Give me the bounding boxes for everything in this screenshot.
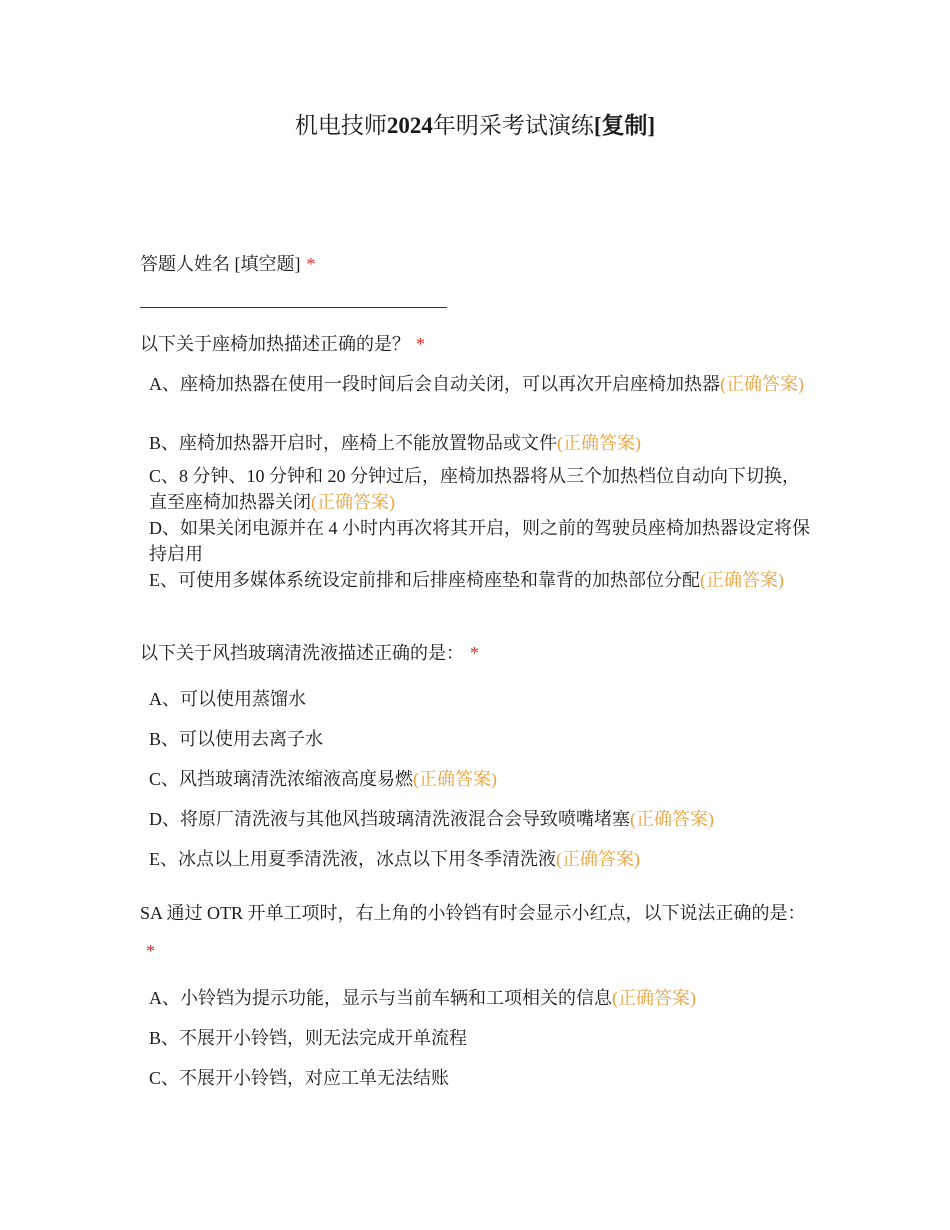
option-q1-a xyxy=(149,371,811,397)
option-text: D、如果关闭电源并在 4 小时内再次将其开启，则之前的驾驶员座椅加热器设定将保持启用 xyxy=(149,518,810,564)
question-text: 以下关于风挡玻璃清洗液描述正确的是： xyxy=(140,643,464,663)
option-text: B、不展开小铃铛，则无法完成开单流程 xyxy=(149,1028,468,1048)
option-q2-e xyxy=(149,846,811,872)
correct-answer-tag: (正确答案) xyxy=(720,374,804,394)
question-name-label xyxy=(140,245,810,283)
option-text: C、8 分钟、10 分钟和 20 分钟过后，座椅加热器将从三个加热档位自动向下切换，直至座椅加热器关闭 xyxy=(149,466,801,512)
option-q2-c xyxy=(149,766,811,792)
option-text: E、冰点以上用夏季清洗液，冰点以下用冬季清洗液 xyxy=(149,849,556,869)
required-mark: * xyxy=(416,334,425,354)
page-title xyxy=(0,110,950,142)
option-q1-c xyxy=(149,463,811,515)
correct-answer-tag: (正确答案) xyxy=(700,570,784,590)
option-q3-b xyxy=(149,1025,811,1051)
title-part1: 机电技师 xyxy=(294,113,387,138)
option-q3-c xyxy=(149,1065,811,1091)
option-text: A、小铃铛为提示功能，显示与当前车辆和工项相关的信息 xyxy=(149,988,612,1008)
option-text: E、可使用多媒体系统设定前排和后排座椅座垫和靠背的加热部位分配 xyxy=(149,570,700,590)
question-seat-heating xyxy=(140,325,810,363)
question-text: 答题人姓名 [填空题] xyxy=(140,254,301,274)
title-part2: 年明采考试演练 xyxy=(432,113,594,138)
name-input-line[interactable] xyxy=(140,307,447,308)
option-text: C、风挡玻璃清洗浓缩液高度易燃 xyxy=(149,769,414,789)
option-text: B、座椅加热器开启时，座椅上不能放置物品或文件 xyxy=(149,433,558,453)
option-q3-a xyxy=(149,985,811,1011)
correct-answer-tag: (正确答案) xyxy=(556,849,640,869)
option-q1-d xyxy=(149,515,811,567)
question-text: SA 通过 OTR 开单工项时，右上角的小铃铛有时会显示小红点，以下说法正确的是： xyxy=(140,903,806,923)
option-q2-a xyxy=(149,686,811,712)
required-mark: * xyxy=(146,941,155,961)
option-q2-d xyxy=(149,806,811,832)
correct-answer-tag: (正确答案) xyxy=(311,492,395,512)
correct-answer-tag: (正确答案) xyxy=(612,988,696,1008)
question-washer-fluid xyxy=(140,634,810,672)
option-q1-e xyxy=(149,567,811,593)
required-mark: * xyxy=(470,643,479,663)
correct-answer-tag: (正确答案) xyxy=(413,769,498,789)
option-text: B、可以使用去离子水 xyxy=(149,729,324,749)
question-text: 以下关于座椅加热描述正确的是？ xyxy=(140,334,410,354)
option-q2-b xyxy=(149,726,811,752)
question-otr-bell xyxy=(140,894,810,970)
option-text: A、座椅加热器在使用一段时间后会自动关闭，可以再次开启座椅加热器 xyxy=(149,374,720,394)
title-suffix: [复制] xyxy=(593,113,656,138)
option-q1-b xyxy=(149,430,811,456)
title-year: 2024 xyxy=(386,113,433,138)
correct-answer-tag: (正确答案) xyxy=(630,809,714,829)
correct-answer-tag: (正确答案) xyxy=(557,433,642,453)
option-text: D、将原厂清洗液与其他风挡玻璃清洗液混合会导致喷嘴堵塞 xyxy=(149,809,630,829)
option-text: C、不展开小铃铛，对应工单无法结账 xyxy=(149,1068,450,1088)
option-text: A、可以使用蒸馏水 xyxy=(149,689,306,709)
required-mark: * xyxy=(306,254,316,274)
